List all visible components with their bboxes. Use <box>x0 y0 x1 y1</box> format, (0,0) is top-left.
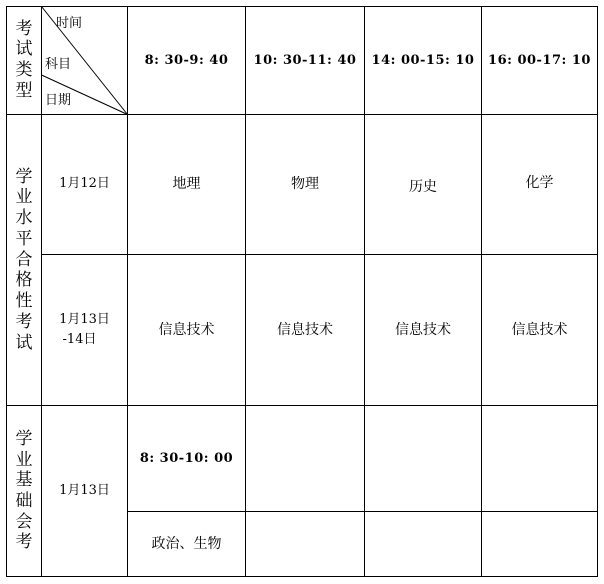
date-jan13: 1月13日 <box>59 482 110 498</box>
vertical-char: 学 <box>15 428 33 449</box>
time-slot-3: 14: 00-15: 10 <box>371 52 475 68</box>
date-jan12: 1月12日 <box>59 176 110 192</box>
time-slot-2: 10: 30-11: 40 <box>253 52 357 68</box>
vertical-char: 基 <box>15 470 33 491</box>
exam-type-basic <box>7 406 41 576</box>
corner-time-label: 时间 <box>56 16 83 31</box>
vertical-char: 类 <box>15 60 33 80</box>
subject-basic: 政治、生物 <box>151 535 222 552</box>
subject-jan13-14-1: 信息技术 <box>158 321 215 338</box>
corner-subject-label: 科目 <box>45 57 72 72</box>
vertical-char: 格 <box>15 270 33 291</box>
vertical-char: 学 <box>15 166 33 187</box>
vertical-char: 平 <box>15 228 33 249</box>
vertical-char: 性 <box>15 291 33 312</box>
subject-jan13-14-4: 信息技术 <box>511 321 568 338</box>
vertical-char: 考 <box>15 18 33 39</box>
subject-jan12-4: 化学 <box>525 175 554 192</box>
exam-type-proficiency <box>7 115 41 405</box>
vertical-char: 业 <box>15 187 33 208</box>
date-jan13-14 <box>42 255 127 405</box>
vertical-char: 础 <box>15 491 33 511</box>
vertical-char: 业 <box>15 449 33 470</box>
subject-jan12-2: 物理 <box>291 176 319 193</box>
time-slot-basic: 8: 30-10: 00 <box>139 450 234 466</box>
time-slot-1: 8: 30-9: 40 <box>144 52 229 68</box>
date-jan13-14-line2: -14日 <box>62 332 97 347</box>
vertical-char: 考 <box>15 311 33 332</box>
subject-jan12-1: 地理 <box>172 176 201 193</box>
subject-jan12-3: 历史 <box>409 179 437 196</box>
vertical-char: 水 <box>15 208 33 229</box>
vertical-char: 合 <box>15 249 33 270</box>
date-jan13-14-line1: 1月13日 <box>59 311 110 327</box>
vertical-char: 型 <box>15 80 33 101</box>
vertical-char: 会 <box>15 511 33 532</box>
vertical-char: 考 <box>15 532 33 553</box>
vertical-char: 试 <box>15 332 33 353</box>
time-slot-4: 16: 00-17: 10 <box>488 52 591 68</box>
subject-jan13-14-2: 信息技术 <box>277 321 333 338</box>
subject-jan13-14-3: 信息技术 <box>395 321 451 338</box>
corner-date-label: 日期 <box>45 93 72 108</box>
vertical-char: 试 <box>15 39 33 60</box>
exam-type-header <box>7 6 41 114</box>
